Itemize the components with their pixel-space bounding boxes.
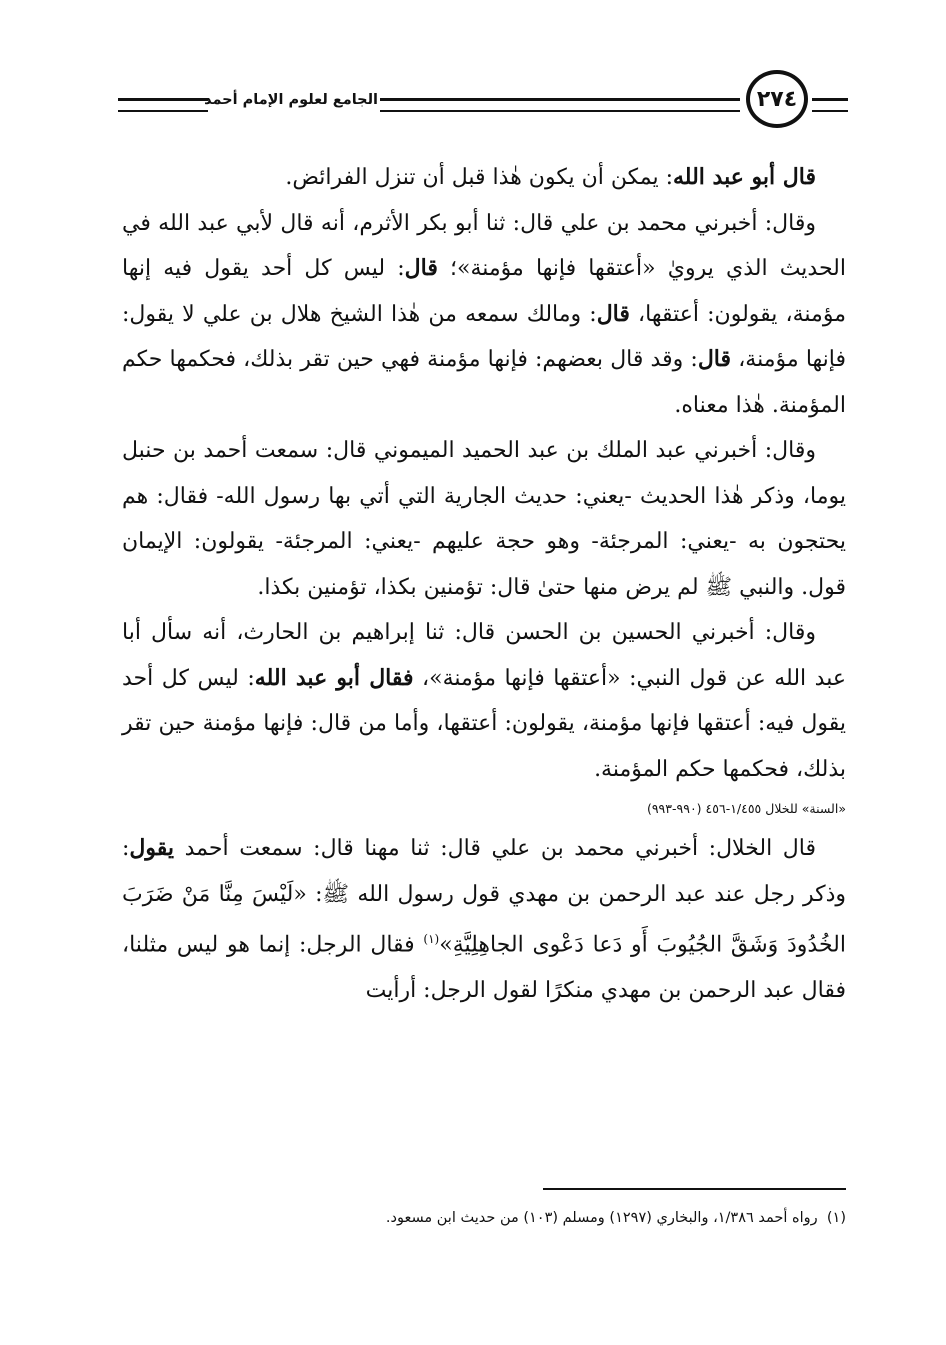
header-rule-middle	[380, 98, 740, 112]
paragraph-text: قال الخلال: أخبرني محمد بن علي قال: ثنا مهنا قال: سمعت أحمد	[174, 836, 816, 861]
paragraph-3	[122, 428, 846, 610]
paragraph-2	[122, 201, 846, 429]
running-title: الجامع لعلوم الإمام أحمد	[204, 92, 378, 108]
speaker-label: قال	[596, 300, 630, 327]
footnote-separator	[543, 1188, 846, 1190]
speaker-label: قال	[404, 255, 438, 281]
paragraph-text: وقال: أخبرني عبد الملك بن عبد الحميد الميموني قال: سمعت أحمد بن حنبل يوما، وذكر هٰذا الحديث -يعني: حديث الجارية التي أتي بها رسول الله- فقال: هم يحتجون به -يعني: المرجئة- وهو حجة عليهم -يعني: المرجئة- يقولون: الإيمان قول. والنبي ﷺ لم يرض منها حتىٰ قال: تؤمنين بكذا، تؤمنين بكذا.	[122, 438, 846, 600]
speaker-label: قال	[697, 346, 732, 372]
paragraph-1	[122, 155, 846, 201]
paragraph-text: : وقد قال بعضهم: فإنها مؤمنة فهي حين تقر بذلك، فحكمها حكم المؤمنة. هٰذا معناه.	[122, 347, 846, 418]
paragraph-text: وقال: أخبرني محمد بن علي قال: ثنا أبو بكر الأثرم، أنه قال لأبي عبد الله في الحديث الذي يرويٰ «أعتقها فإنها مؤمنة»؛	[122, 210, 846, 281]
paragraph-4	[122, 610, 846, 792]
header-rule-left	[118, 98, 208, 112]
speaker-label: فقال أبو عبد الله	[254, 664, 414, 691]
page-number: ٢٧٤	[746, 70, 808, 128]
speaker-label: قال أبو عبد الله	[673, 164, 816, 190]
speaker-label: يقول	[129, 835, 175, 861]
page-header	[118, 70, 848, 134]
footnote-reference[interactable]: (١)	[423, 932, 440, 946]
paragraph-text: فقال الرجل: إنما هو ليس مثلنا، فقال عبد الرحمن بن مهدي منكرًا لقول الرجل: أرأيت	[122, 932, 846, 1003]
footnote-number: (١)	[826, 1210, 846, 1226]
paragraph-text: : ليس كل أحد يقول فيه: أعتقها فإنها مؤمنة، يقولون: أعتقها، وأما من قال: فإنها مؤمنة حين تقر بذلك، فحكمها حكم المؤمنة.	[122, 665, 846, 782]
footnote-text: رواه أحمد ١/٣٨٦، والبخاري (١٢٩٧) ومسلم (١٠٣) من حديث ابن مسعود.	[385, 1210, 818, 1226]
header-rule-right	[812, 98, 848, 112]
paragraph-text: : يمكن أن يكون هٰذا قبل أن تنزل الفرائض.	[285, 165, 673, 190]
footnote	[122, 1205, 846, 1231]
paragraph-text: وقال: أخبرني الحسين بن الحسن قال: ثنا إبراهيم بن الحارث، أنه سأل أبا عبد الله عن قول النبي: «أعتقها فإنها مؤمنة»،	[122, 620, 846, 691]
source-citation: «السنة» للخلال ١/٤٥٥-٤٥٦ (٩٩٠-٩٩٣)	[646, 801, 846, 816]
main-text	[122, 155, 846, 1013]
paragraph-text: : ومالك سمعه من هٰذا الشيخ هلال بن علي لا يقول: فإنها مؤمنة،	[122, 301, 847, 372]
paragraph-text: : ليس كل أحد يقول فيه إنها مؤمنة، يقولون: أعتقها،	[122, 256, 846, 327]
paragraph-text: : وذكر رجل عند عبد الرحمن بن مهدي قول رسول الله ﷺ: «لَيْسَ مِنَّا مَنْ ضَرَبَ الخُدُودَ وَشَقَّ الجُيُوبَ أَو دَعا دَعْوى الجاهِلِيَّةِ»	[122, 836, 846, 958]
paragraph-5	[122, 826, 846, 1013]
